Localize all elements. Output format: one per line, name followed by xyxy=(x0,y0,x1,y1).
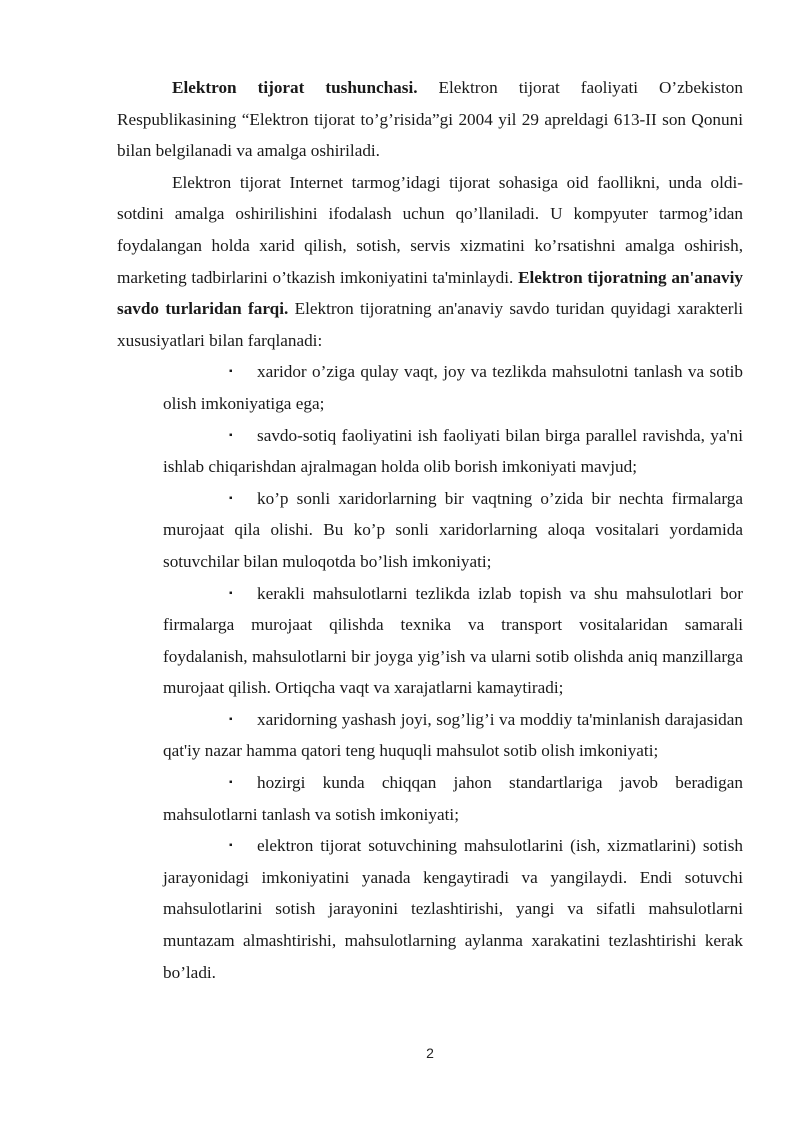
list-item xyxy=(163,767,743,830)
list-item-text: xaridor o’ziga qulay vaqt, joy va tezlikda mahsulotni tanlash va sotib olish imkoniyatiga ega; xyxy=(163,362,743,413)
bullet-icon: ▪ xyxy=(229,777,233,789)
bullet-icon: ▪ xyxy=(229,713,233,725)
list-item-text: kerakli mahsulotlarni tezlikda izlab topish va shu mahsulotlari bor firmalarga murojaat qilishda texnika va transport vositalaridan samarali foydalanish, mahsulotlarni bir joyga yig’ish va ularni sotib olishda aniq manzillarga murojaat qilish. Ortiqcha vaqt va xarajatlarni kamaytiradi; xyxy=(163,583,743,698)
list-item xyxy=(163,578,743,704)
list-item xyxy=(163,420,743,483)
bullet-icon: ▪ xyxy=(229,492,233,504)
bullet-icon: ▪ xyxy=(229,366,233,378)
document-page xyxy=(117,72,743,988)
list-item xyxy=(163,830,743,988)
list-item-text: ko’p sonli xaridorlarning bir vaqtning o’zida bir nechta firmalarga murojaat qila olishi. Bu ko’p sonli xaridorlarning aloqa vositalari yordamida sotuvchilar bilan muloqotda bo’lish imkoniyati; xyxy=(163,488,743,571)
list-item xyxy=(163,356,743,419)
heading-ecommerce-difference: Elektron tijoratning an'anaviy savdo turlaridan farqi. xyxy=(117,267,743,319)
features-list xyxy=(117,356,743,988)
list-item-text: xaridorning yashash joyi, sog’lig’i va moddiy ta'minlanish darajasidan qat'iy nazar hamma qatori teng huquqli mahsulot sotib olish imkoniyati; xyxy=(163,709,743,761)
paragraph-definition-text: Elektron tijorat faoliyati O’zbekiston Respublikasining “Elektron tijorat to’g’risida”gi 2004 yil 29 apreldagi 613-II son Qonuni bilan belgilanadi va amalga oshiriladi. xyxy=(117,78,743,161)
list-item-text: hozirgi kunda chiqqan jahon standartlariga javob beradigan mahsulotlarni tanlash va sotish imkoniyati; xyxy=(163,773,743,824)
paragraph-internet-text: Elektron tijorat Internet tarmog’idagi tijorat sohasiga oid faollikni, unda oldi-sotdini amalga oshirilishini ifodalash uchun qo’llaniladi. U kompyuter tarmog’idan foydalangan holda xarid qilish, sotish, servis xizmatini ko’rsatishni amalga oshirish, marketing tadbirlarini o’tkazish imkoniyatini ta'minlaydi. xyxy=(117,172,743,287)
heading-ecommerce-concept: Elektron tijorat tushunchasi. xyxy=(172,78,418,97)
bullet-icon: ▪ xyxy=(229,587,233,599)
page-number: 2 xyxy=(426,1045,434,1061)
list-item xyxy=(163,483,743,578)
paragraph-definition xyxy=(117,72,743,167)
list-item xyxy=(163,704,743,767)
bullet-icon: ▪ xyxy=(229,840,233,852)
paragraph-internet xyxy=(117,167,743,357)
bullet-icon: ▪ xyxy=(229,429,233,441)
paragraph-difference-text: Elektron tijoratning an'anaviy savdo turidan quyidagi xarakterli xususiyatlari bilan farqlanadi: xyxy=(117,299,743,350)
list-item-text: savdo-sotiq faoliyatini ish faoliyati bilan birga parallel ravishda, ya'ni ishlab chiqarishdan ajralmagan holda olib borish imkoniyati mavjud; xyxy=(163,425,743,477)
list-item-text: elektron tijorat sotuvchining mahsulotlarini (ish, xizmatlarini) sotish jarayonidagi imkoniyatini yanada kengaytiradi va yangilaydi. Endi sotuvchi mahsulotlarini sotish jarayonini tezlashtirishi, yangi va sifatli mahsulotlarni muntazam almashtirishi, mahsulotlarning aylanma xarakatini tezlashtirishi kerak bo’ladi. xyxy=(163,836,743,982)
